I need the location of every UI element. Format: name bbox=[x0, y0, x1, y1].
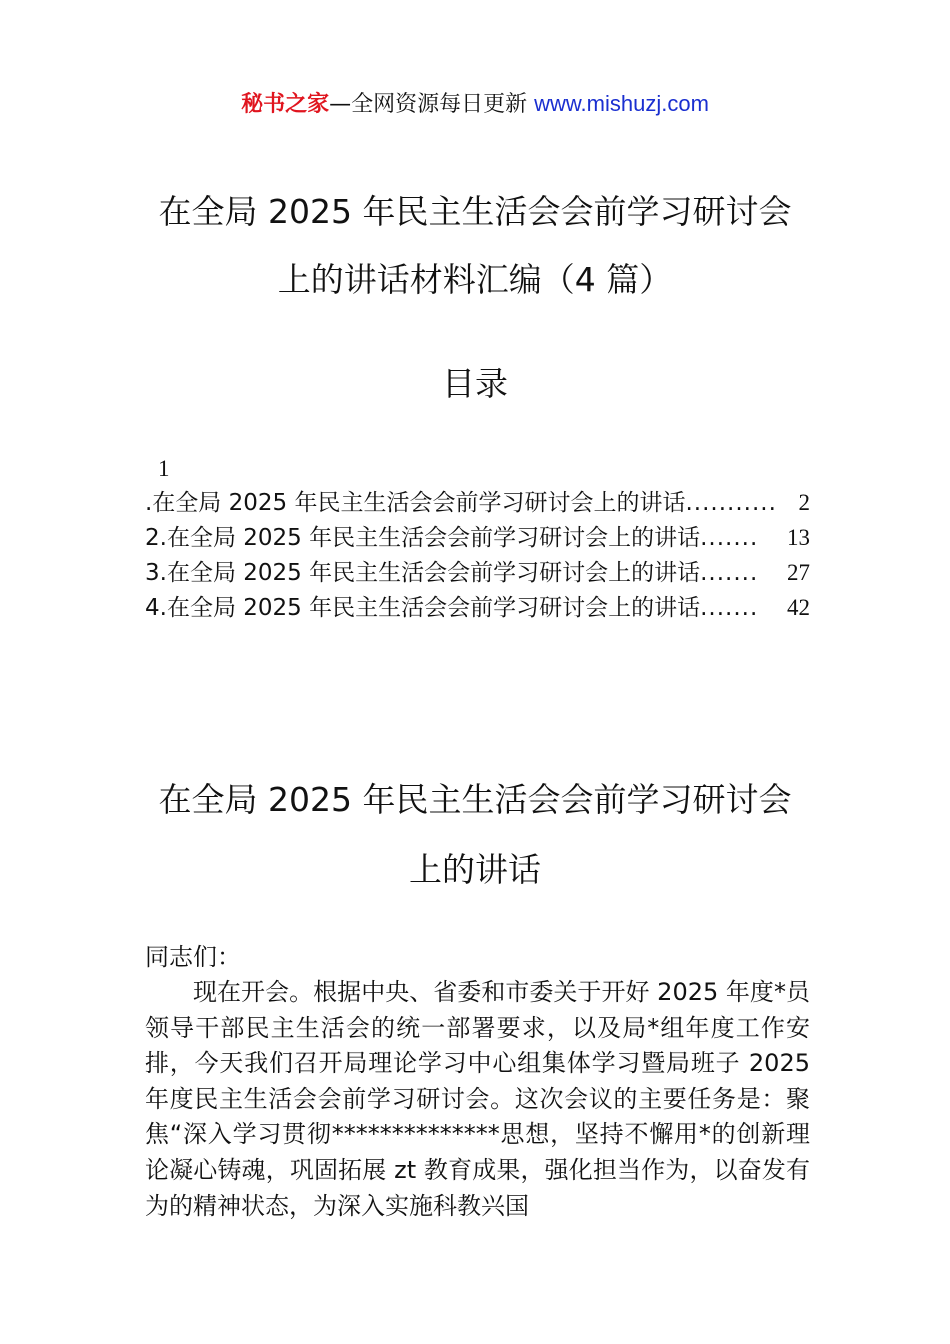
speech-salutation: 同志们： bbox=[145, 943, 241, 971]
site-url[interactable]: www.mishuzj.com bbox=[534, 91, 709, 116]
toc-item-label: 4.在全局 2025 年民主生活会会前学习研讨会上的讲话 bbox=[145, 595, 701, 621]
toc-item-leader: ....... bbox=[700, 560, 759, 586]
toc-item-leader: ........... bbox=[685, 490, 777, 516]
speech-title-line-2: 上的讲话 bbox=[409, 850, 541, 889]
toc-item-page: 2 bbox=[798, 490, 810, 515]
brand-name: 秘书之家 bbox=[241, 92, 330, 117]
header-tagline: —全网资源每日更新 bbox=[329, 92, 535, 117]
toc-item-page: 27 bbox=[787, 560, 810, 585]
speech-paragraph: 现在开会。根据中央、省委和市委关于开好 2025 年度*员领导干部民主生活会的统一部署要求，以及局*组年度工作安排，今天我们召开局理论学习中心组集体学习暨局班子 2025 年度民主生活会会前学习研讨会。这次会议的主要任务是：聚焦“深入学习贯彻**************思想，坚持不懈用*的创新理论凝心铸魂，巩固拓展 zt 教育成果，强化担当作为，以奋发有为的精神状态，为深入实施科教兴国 bbox=[145, 978, 810, 1220]
toc-first-number: 1 bbox=[158, 456, 170, 481]
toc-item-label: .在全局 2025 年民主生活会会前学习研讨会上的讲话 bbox=[145, 490, 686, 516]
toc-item[interactable] bbox=[145, 556, 810, 590]
toc-item-page: 42 bbox=[787, 595, 810, 620]
toc-item-label: 2.在全局 2025 年民主生活会会前学习研讨会上的讲话 bbox=[145, 525, 701, 551]
toc-item-label: 3.在全局 2025 年民主生活会会前学习研讨会上的讲话 bbox=[145, 560, 701, 586]
toc-item-leader: ....... bbox=[700, 525, 759, 551]
toc-item-page: 13 bbox=[787, 525, 810, 550]
toc-item-leader: ....... bbox=[700, 595, 759, 621]
toc-item[interactable] bbox=[145, 591, 810, 625]
toc-item[interactable] bbox=[145, 486, 810, 520]
toc-item[interactable] bbox=[145, 521, 810, 555]
toc-heading: 目录 bbox=[442, 364, 508, 403]
site-header bbox=[0, 88, 950, 121]
document-title-line-1: 在全局 2025 年民主生活会会前学习研讨会 bbox=[158, 192, 792, 231]
speech-title-line-1: 在全局 2025 年民主生活会会前学习研讨会 bbox=[158, 780, 792, 819]
document-title-line-2: 上的讲话材料汇编（4 篇） bbox=[277, 260, 673, 299]
